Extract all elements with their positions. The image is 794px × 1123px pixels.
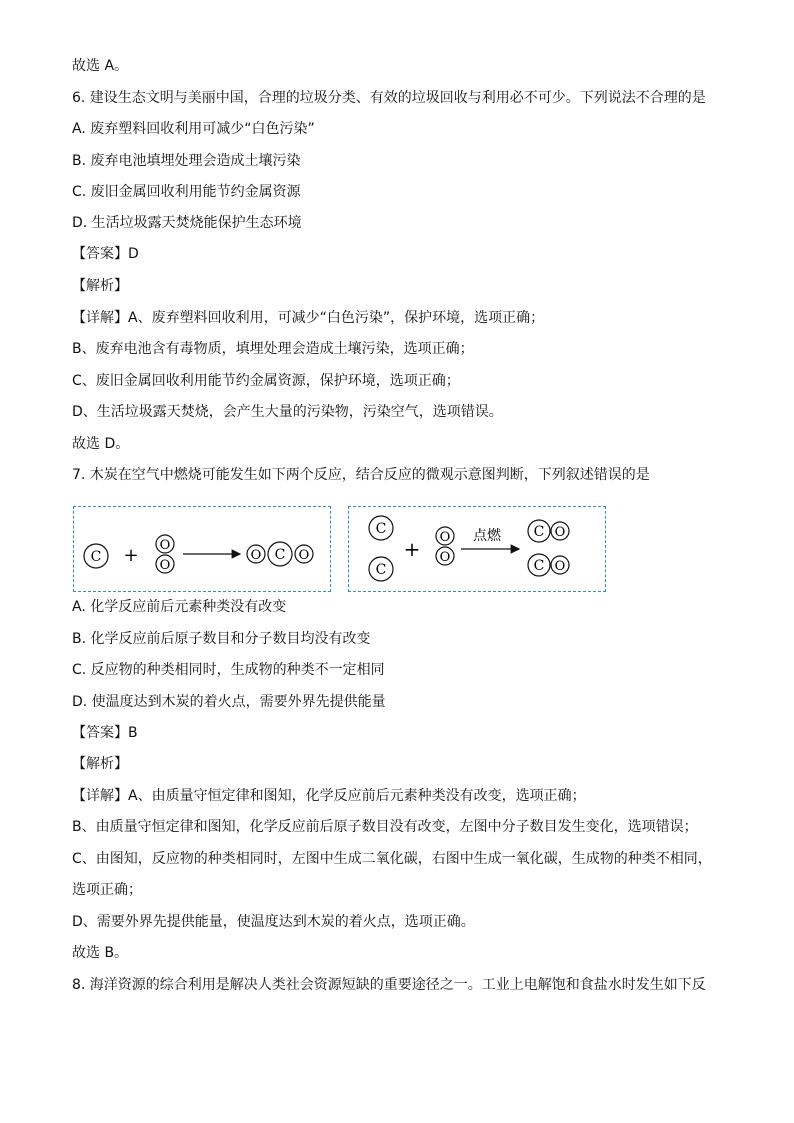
svg-text:O: O bbox=[159, 558, 171, 573]
svg-text:C: C bbox=[533, 524, 545, 540]
reaction-diagram-right bbox=[348, 506, 606, 592]
svg-text:O: O bbox=[159, 538, 171, 553]
option-b: B. 化学反应前后原子数目和分子数目均没有改变 bbox=[72, 631, 371, 647]
svg-text:C: C bbox=[375, 562, 387, 578]
svg-text:O: O bbox=[298, 548, 310, 563]
svg-text:O: O bbox=[439, 550, 451, 565]
answer-label: 【答案】B bbox=[72, 725, 138, 741]
option-a: A. 化学反应前后元素种类没有改变 bbox=[72, 599, 287, 615]
carbon-atom bbox=[84, 544, 108, 568]
answer-label: 【答案】D bbox=[72, 246, 139, 262]
option-a: A. 废弃塑料回收利用可减少“白色污染” bbox=[72, 121, 315, 137]
explanation-line: B、由质量守恒定律和图知，化学反应前后原子数目没有改变，左图中分子数目发生变化，选项错误； bbox=[72, 819, 698, 835]
svg-text:O: O bbox=[250, 548, 262, 563]
explanation-line: C、由图知，反应物的种类相同时，左图中生成二氧化碳，右图中生成一氧化碳，生成物的种类不相同， bbox=[72, 851, 712, 867]
explanation-line: 选项正确； bbox=[72, 882, 142, 898]
option-d: D. 生活垃圾露天焚烧能保护生态环境 bbox=[72, 215, 302, 231]
reaction-diagram-left bbox=[73, 506, 331, 592]
answer-choice-line: 故选 B。 bbox=[72, 945, 129, 961]
analysis-label: 【解析】 bbox=[72, 278, 128, 294]
svg-text:C: C bbox=[375, 521, 387, 537]
svg-text:C: C bbox=[533, 558, 545, 574]
carbon-atom bbox=[369, 557, 393, 581]
carbon-dioxide-molecule bbox=[247, 542, 313, 566]
oxygen-molecule bbox=[436, 527, 454, 565]
carbon-atom bbox=[369, 516, 393, 540]
oxygen-molecule bbox=[156, 535, 174, 573]
svg-text:C: C bbox=[90, 549, 102, 565]
svg-text:C: C bbox=[274, 547, 286, 563]
svg-text:O: O bbox=[554, 525, 566, 540]
option-d: D. 使温度达到木炭的着火点，需要外界先提供能量 bbox=[72, 694, 386, 710]
option-c: C. 反应物的种类相同时，生成物的种类不一定相同 bbox=[72, 662, 385, 678]
reaction-left-svg bbox=[74, 507, 330, 591]
explanation-line: D、生活垃圾露天焚烧，会产生大量的污染物，污染空气，选项错误。 bbox=[72, 404, 503, 420]
svg-text:O: O bbox=[554, 559, 566, 574]
question-8-stem: 8. 海洋资源的综合利用是解决人类社会资源短缺的重要途径之一。工业上电解饱和食盐水时发生如下反 bbox=[72, 977, 706, 993]
svg-text:O: O bbox=[439, 530, 451, 545]
question-6-stem: 6. 建设生态文明与美丽中国，合理的垃圾分类、有效的垃圾回收与利用必不可少。下列说法不合理的是 bbox=[72, 90, 706, 106]
option-c: C. 废旧金属回收利用能节约金属资源 bbox=[72, 184, 301, 200]
explanation-line: D、需要外界先提供能量，使温度达到木炭的着火点，选项正确。 bbox=[72, 914, 475, 930]
explanation-line: C、废旧金属回收利用能节约金属资源，保护环境，选项正确； bbox=[72, 373, 460, 389]
option-b: B. 废弃电池填埋处理会造成土壤污染 bbox=[72, 153, 301, 169]
question-7-stem: 7. 木炭在空气中燃烧可能发生如下两个反应，结合反应的微观示意图判断，下列叙述错误的是 bbox=[72, 467, 650, 483]
explanation-line: B、废弃电池含有毒物质，填埋处理会造成土壤污染，选项正确； bbox=[72, 341, 474, 357]
answer-choice-line: 故选 A。 bbox=[72, 58, 129, 74]
carbon-monoxide-molecule bbox=[528, 554, 569, 576]
plus-sign: + bbox=[123, 545, 139, 566]
plus-sign: + bbox=[403, 537, 421, 561]
reaction-right-svg bbox=[349, 507, 605, 591]
explanation-line: 【详解】A、废弃塑料回收利用，可减少“白色污染”，保护环境，选项正确； bbox=[72, 310, 545, 326]
answer-choice-line: 故选 D。 bbox=[72, 436, 130, 452]
analysis-label: 【解析】 bbox=[72, 756, 128, 772]
carbon-monoxide-molecule bbox=[528, 520, 569, 542]
explanation-line: 【详解】A、由质量守恒定律和图知，化学反应前后元素种类没有改变，选项正确； bbox=[72, 788, 586, 804]
reaction-condition-label: 点燃 bbox=[473, 528, 501, 544]
